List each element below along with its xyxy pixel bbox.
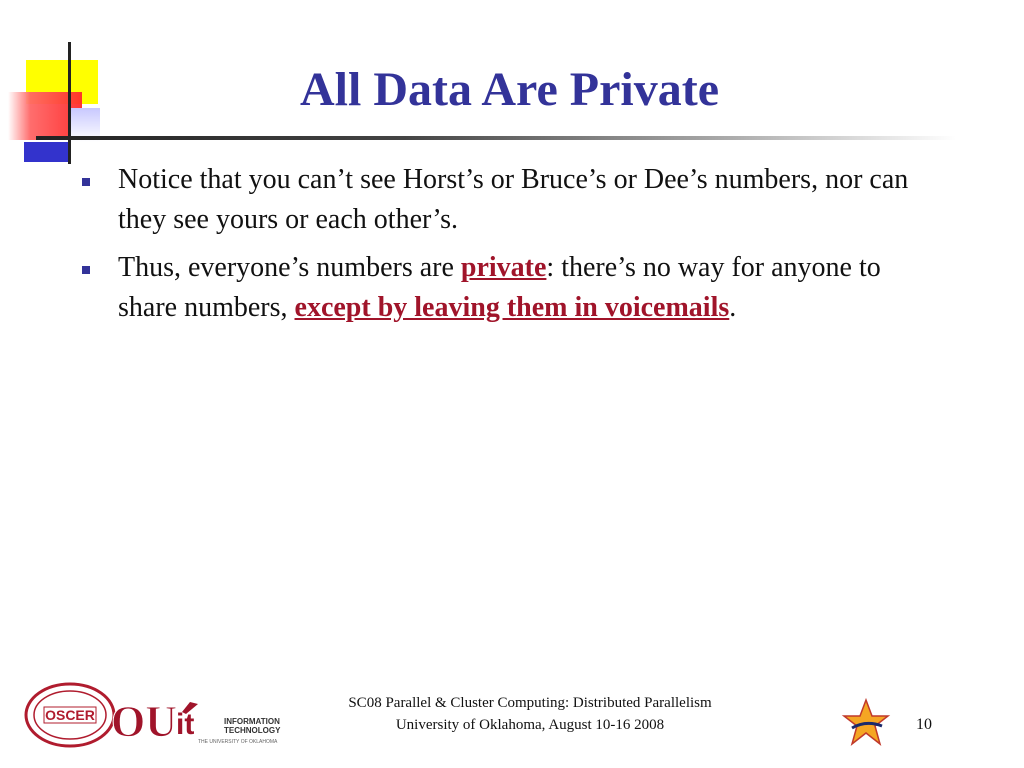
slide-title: All Data Are Private (300, 63, 719, 116)
title-underline (36, 136, 956, 140)
bullet-square-icon (82, 178, 90, 186)
emphasis-private: private (460, 252, 547, 283)
it-logo-line3: THE UNIVERSITY OF OKLAHOMA (198, 739, 278, 745)
decor-blue-square (24, 142, 70, 162)
page-number: 10 (916, 716, 932, 733)
footer-line-2: University of Oklahoma, August 10-16 2008 (395, 717, 665, 733)
it-logo-line1: INFORMATION (224, 717, 280, 726)
sc08-star-logo (842, 698, 890, 748)
bullet-item (80, 160, 940, 240)
slide-body (80, 160, 940, 336)
footer-line-1: SC08 Parallel & Cluster Computing: Distributed Parallelism (348, 695, 712, 711)
ou-logo-text: OU (111, 697, 177, 746)
emphasis-voicemails: except by leaving them in voicemails (294, 292, 730, 323)
bullet-text (118, 248, 940, 328)
bullet-square-icon (82, 266, 90, 274)
bullet-item (80, 248, 940, 328)
ou-logo (111, 684, 177, 748)
bullet-text-post: . (729, 292, 737, 323)
footer-text (260, 692, 800, 736)
it-logo-letters: it (176, 708, 195, 741)
bullet-text-pre: Thus, everyone’s numbers are (118, 252, 461, 283)
decor-vertical-line (68, 42, 71, 164)
it-logo-line2: TECHNOLOGY (224, 726, 281, 735)
oscer-logo-text: OSCER (45, 707, 95, 723)
oscer-logo (24, 682, 116, 748)
bullet-text-mid: : there’s no way for anyone to share numbers, (118, 252, 881, 323)
bullet-text: Notice that you can’t see Horst’s or Bruce’s or Dee’s numbers, nor can they see yours or each other’s. (118, 164, 909, 235)
